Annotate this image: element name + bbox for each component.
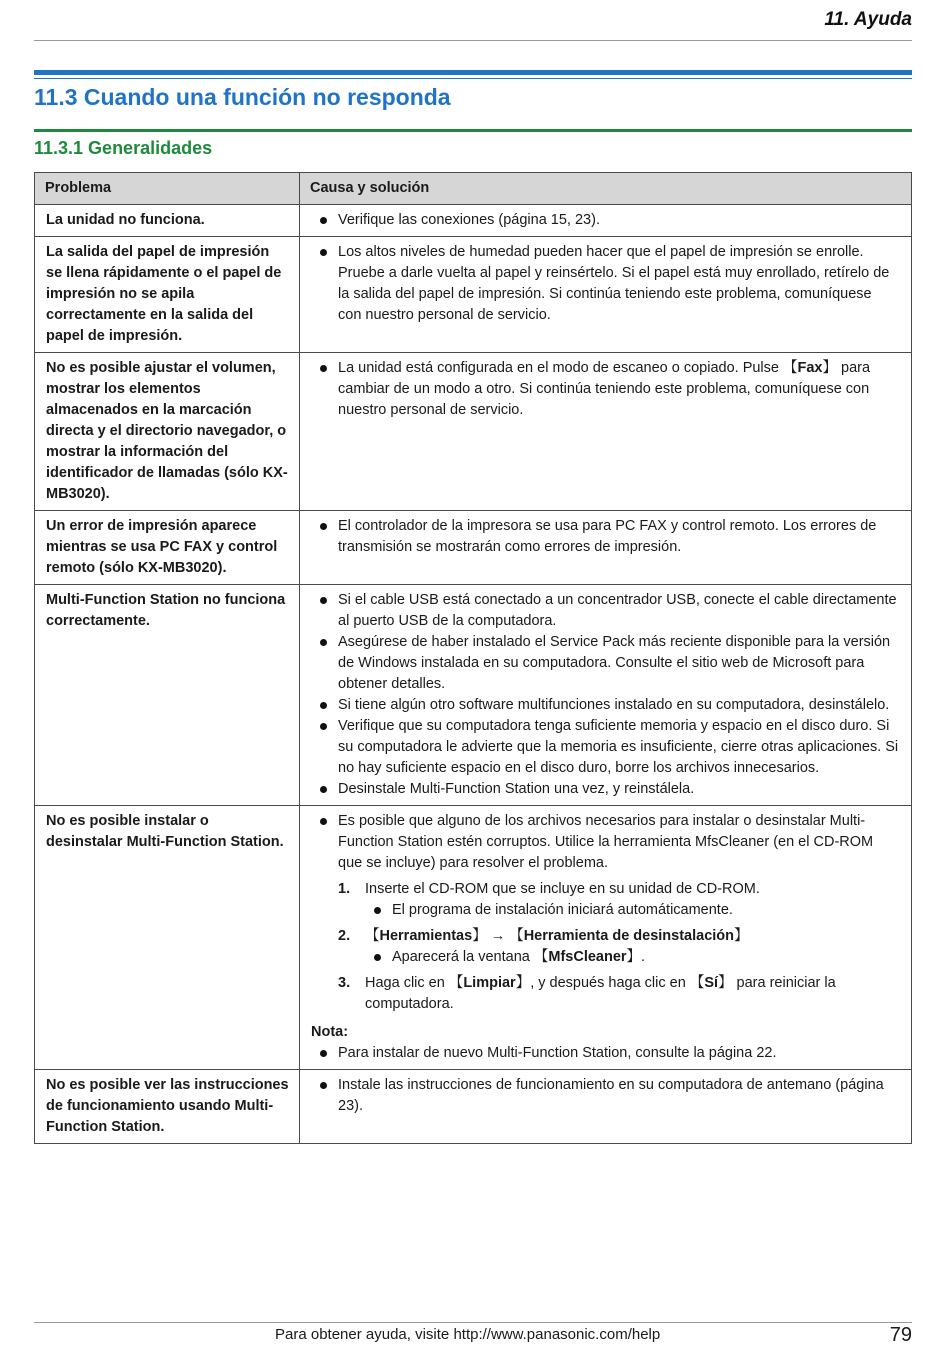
subsection-title: 11.3.1 Generalidades bbox=[34, 138, 213, 158]
problem-cell: No es posible instalar o desinstalar Multi-Function Station. bbox=[35, 806, 300, 1070]
step-text: , y después haga clic en bbox=[530, 975, 690, 991]
table-row bbox=[35, 205, 912, 237]
solution-bullet: Verifique las conexiones (página 15, 23). bbox=[311, 210, 899, 231]
sub-bullet-text: Aparecerá la ventana bbox=[392, 949, 534, 965]
step-text: para reiniciar la computadora. bbox=[365, 975, 836, 1012]
solution-cell bbox=[300, 1070, 912, 1144]
problem-cell: La unidad no funciona. bbox=[35, 205, 300, 237]
step-sub-bullet: El programa de instalación iniciará automáticamente. bbox=[311, 900, 899, 921]
step-number: 2. bbox=[338, 928, 351, 944]
step-text: Haga clic en bbox=[365, 975, 449, 991]
solution-bullet bbox=[311, 358, 899, 421]
solution-bullet: El controlador de la impresora se usa para PC FAX y control remoto. Los errores de transmisión se mostrarán como errores de impresión. bbox=[311, 516, 899, 558]
step-text: Inserte el CD-ROM que se incluye en su unidad de CD-ROM. bbox=[365, 881, 760, 897]
step-item bbox=[311, 973, 899, 1015]
table-header-row bbox=[35, 173, 912, 205]
solution-cell bbox=[300, 511, 912, 585]
problem-cell: Multi-Function Station no funciona correctamente. bbox=[35, 585, 300, 806]
herramientas-key: 【 Herramientas 】 bbox=[365, 928, 487, 944]
solution-cell bbox=[300, 353, 912, 511]
solution-cell bbox=[300, 585, 912, 806]
herramienta-desinstalacion-key: 【 Herramienta de desinstalación 】 bbox=[509, 928, 748, 944]
si-key: 【 Sí 】 bbox=[690, 975, 733, 991]
section-band bbox=[34, 70, 912, 75]
solution-bullet: Los altos niveles de humedad pueden hacer que el papel de impresión se enrolle. Pruebe a darle vuelta al papel y reinsértelo. Si el papel está muy enrollado, retírelo de la salida del papel de impresión. Si continúa teniendo este problema, comuníquese con nuestro personal de servicio. bbox=[311, 242, 899, 326]
header-divider bbox=[34, 40, 912, 41]
step-item bbox=[311, 926, 899, 947]
limpiar-key: 【 Limpiar 】 bbox=[449, 975, 530, 991]
chapter-label: 11. Ayuda bbox=[824, 9, 912, 30]
footer-divider bbox=[34, 1322, 912, 1323]
problem-cell: Un error de impresión aparece mientras se usa PC FAX y control remoto (sólo KX-MB3020). bbox=[35, 511, 300, 585]
problem-cell: No es posible ver las instrucciones de funcionamiento usando Multi-Function Station. bbox=[35, 1070, 300, 1144]
section-band-thin bbox=[34, 78, 912, 79]
step-number: 3. bbox=[338, 975, 351, 991]
table-row bbox=[35, 806, 912, 1070]
section-title: 11.3 Cuando una función no responda bbox=[34, 84, 451, 110]
table-row bbox=[35, 353, 912, 511]
problem-cell: No es posible ajustar el volumen, mostrar los elementos almacenados en la marcación directa y el directorio navegador, o mostrar la información del identificador de llamadas (sólo KX-MB3020). bbox=[35, 353, 300, 511]
table-row bbox=[35, 1070, 912, 1144]
solution-bullet: Asegúrese de haber instalado el Service Pack más reciente disponible para la versión de Windows instalada en su computadora. Consulte el sitio web de Microsoft para obtener detalles. bbox=[311, 632, 899, 695]
sub-bullet-text: . bbox=[641, 949, 646, 965]
solution-cell bbox=[300, 205, 912, 237]
subsection-divider bbox=[34, 129, 912, 132]
solution-bullet: Desinstale Multi-Function Station una vez, y reinstálela. bbox=[311, 779, 899, 800]
column-header-problem: Problema bbox=[35, 173, 300, 205]
page-number: 79 bbox=[889, 1324, 912, 1346]
footer-help-text: Para obtener ayuda, visite http://www.panasonic.com/help bbox=[275, 1326, 661, 1343]
bullet-text: La unidad está configurada en el modo de escaneo o copiado. Pulse bbox=[338, 360, 783, 376]
step-sub-bullet bbox=[311, 947, 899, 968]
solution-bullet: Es posible que alguno de los archivos necesarios para instalar o desinstalar Multi-Function Station estén corruptos. Utilice la herramienta MfsCleaner (en el CD-ROM que se incluye) para resolver el problema. bbox=[311, 811, 899, 874]
solution-bullet: Si el cable USB está conectado a un concentrador USB, conecte el cable directamente al puerto USB de la computadora. bbox=[311, 590, 899, 632]
step-number: 1. bbox=[338, 881, 351, 897]
mfscleaner-key: 【 MfsCleaner 】 bbox=[534, 949, 641, 965]
problem-cell: La salida del papel de impresión se llena rápidamente o el papel de impresión no se apila correctamente en la salida del papel de impresión. bbox=[35, 237, 300, 353]
note-bullet: Para instalar de nuevo Multi-Function Station, consulte la página 22. bbox=[311, 1043, 899, 1064]
solution-cell bbox=[300, 237, 912, 353]
solution-bullet: Instale las instrucciones de funcionamiento en su computadora de antemano (página 23). bbox=[311, 1075, 899, 1117]
table-row bbox=[35, 511, 912, 585]
table-row bbox=[35, 237, 912, 353]
step-item bbox=[311, 879, 899, 900]
fax-key: 【 Fax 】 bbox=[783, 360, 837, 376]
solution-bullet: Si tiene algún otro software multifunciones instalado en su computadora, desinstálelo. bbox=[311, 695, 899, 716]
troubleshooting-table bbox=[34, 172, 912, 1144]
arrow-right-icon: → bbox=[490, 928, 506, 944]
step-list bbox=[311, 879, 899, 1015]
table-row bbox=[35, 585, 912, 806]
bullet-text: para cambiar de un modo a otro. Si continúa teniendo este problema, comuníquese con nuestro personal de servicio. bbox=[338, 360, 871, 418]
column-header-solution: Causa y solución bbox=[300, 173, 912, 205]
note-label: Nota: bbox=[311, 1024, 349, 1040]
solution-bullet: Verifique que su computadora tenga suficiente memoria y espacio en el disco duro. Si su computadora le advierte que la memoria es insuficiente, cierre otras aplicaciones. Si no hay suficiente espacio en el disco duro, borre los archivos innecesarios. bbox=[311, 716, 899, 779]
solution-cell bbox=[300, 806, 912, 1070]
